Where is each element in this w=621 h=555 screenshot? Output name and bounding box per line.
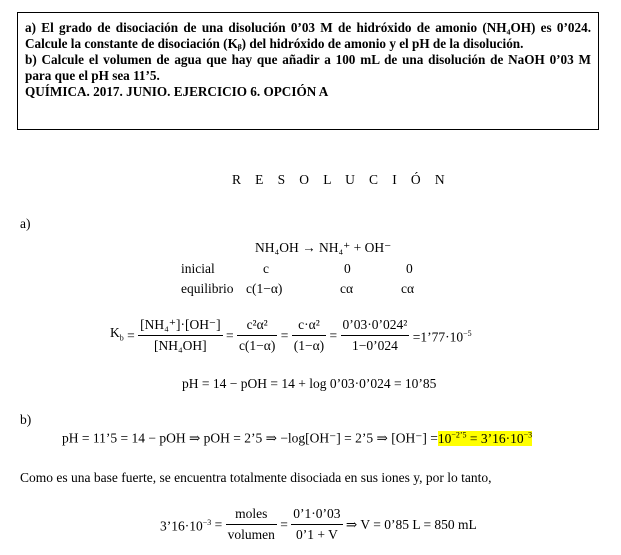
problem-source: QUÍMICA. 2017. JUNIO. EJERCICIO 6. OPCIÓN A	[25, 84, 329, 99]
kb-fraction-1: $\frac{\text{[NH₄⁺]·[OH⁻]}}{\text{[NH₄OH]}}$	[140, 317, 221, 353]
problem-part-a: a) El grado de disociación de una disolución 0’03 M de hidróxido de amonio (NH₄OH) es 0’024. Calcule la constante de disociación (Kᵦ) del hidróxido de amonio y el pH de la disolución.	[25, 20, 591, 51]
ph-calculation-a: pH = 14 − pOH = 14 + log 0’03·0’024 = 10’85	[182, 376, 437, 391]
oh-concentration: $3’16\cdot 10^{-3}$	[160, 517, 212, 534]
resolucion-title: R E S O L U C I Ó N	[232, 172, 450, 187]
moles-volume-fraction: $\frac{\text{moles}}{\text{volumen}}$	[227, 506, 275, 542]
problem-part-b: b) Calcule el volumen de agua que hay que añadir a 100 mL de una disolución de NaOH 0’03 M para que el pH sea 11’5.	[25, 52, 591, 83]
ph-calculation-b: pH = 11’5 = 14 − pOH ⇒ pOH = 2’5 ⇒ −log[OH⁻] = 2’5 ⇒ $[OH^-] =10^{-2’5}$ = $3’16\cdot 10^{-3}$	[62, 430, 533, 446]
row-equilibrio-label: equilibrio	[181, 281, 234, 296]
part-b-label: b)	[20, 412, 32, 427]
reaction-equation: NH₄OH → NH₄⁺ + OH⁻	[255, 240, 392, 255]
row-equilibrio-oh: cα	[401, 281, 415, 296]
kb-fraction-2: $\frac{\text{c²α²}}{c(1-\alpha)}$	[238, 317, 276, 353]
row-equilibrio-nh4: cα	[340, 281, 354, 296]
row-equilibrio-c: c(1−α)	[246, 281, 283, 296]
kb-equation: $K_b$ = $\frac{\text{[NH₄⁺]·[OH⁻]}}{\text{[NH₄OH]}}$ = $\frac{\text{c²α²}}{c(1-\alpha)}$ = $\frac{\text{c·α²}}{(1-\alpha)}$ = $\frac{\text{0’03·0’024²}}{1-0’024}$ $=1’77\cdot 10^{-5}$	[110, 317, 472, 353]
explanation-text: Como es una base fuerte, se encuentra totalmente disociada en sus iones y, por lo tanto,	[20, 470, 492, 485]
problem-statement-box	[17, 12, 599, 130]
kb-result: $=1’77\cdot 10^{-5}$	[412, 328, 472, 345]
kb-symbol: $K_b$	[110, 324, 124, 343]
row-inicial-c: c	[263, 261, 269, 276]
volume-equation: $3’16\cdot 10^{-3}$ = $\frac{\text{moles}}{\text{volumen}}$ = $\frac{0’1\cdot 0’03}{0’1 + V}$ ⇒ V = 0’85 L = 850 mL	[160, 506, 477, 542]
volume-result: ⇒ V = 0’85 L = 850 mL	[345, 516, 477, 532]
numeric-fraction: $\frac{0’1\cdot 0’03}{0’1 + V}$	[293, 506, 341, 542]
kb-fraction-4: $\frac{\text{0’03·0’024²}}{1-0’024}$	[342, 317, 408, 353]
row-inicial-nh4: 0	[344, 261, 351, 276]
kb-fraction-3: $\frac{\text{c·α²}}{(1-\alpha)}$	[293, 317, 325, 353]
part-a-label: a)	[20, 216, 31, 231]
row-inicial-label: inicial	[181, 261, 215, 276]
highlighted-oh-result: $10^{-2’5}$ = $3’16\cdot 10^{-3}$	[437, 430, 533, 446]
row-inicial-oh: 0	[406, 261, 413, 276]
